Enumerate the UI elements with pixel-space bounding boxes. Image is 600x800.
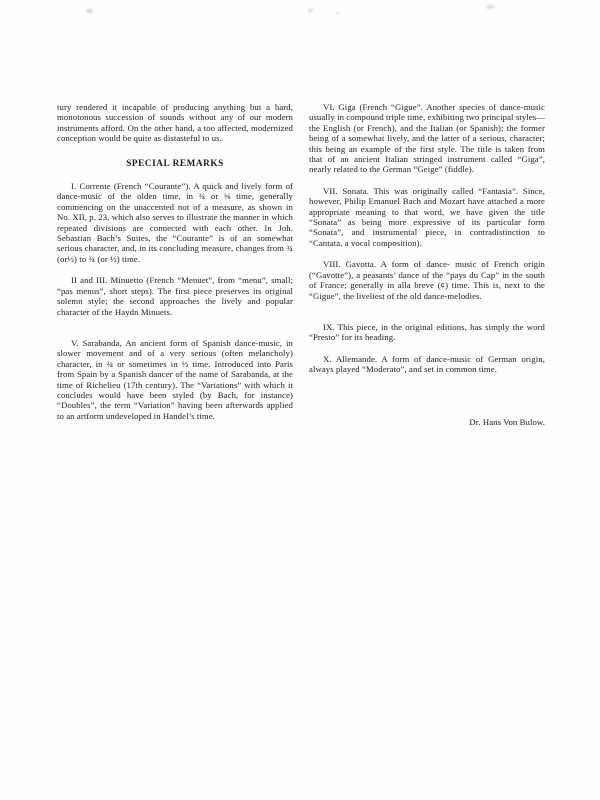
paragraph-gavotta: VIII. Gavotta. A form of dance- music of French origin (“Gavotte”), a peasants’ dance of the “pays du Cap” in the south of France; generally in alla breve (¢) time. This is, next to the “Gigue”, the liveliest of the old dance-melodies.: [309, 259, 545, 301]
scan-artifact: [308, 8, 313, 13]
signature: Dr. Hans Von Bulow.: [469, 416, 545, 427]
right-column: [309, 102, 545, 438]
paragraph-sonata: VII. Sonata. This was originally called “Fantasia”. Since, however, Philip Emanuel Bach and Mozart have attached a more appropriate meaning to that word, we have given the title “Sonata” as being more expressive of its particular form “Sonata”, and instrumental piece, in contradistinction to “Cantata, a vocal composition).: [309, 185, 545, 248]
paragraph-sarabanda: V. Sarabanda, An ancient form of Spanish dance-music, in slower movement and of a very serious (often melancholy) character, in ¾ or sometimes in ½ time. Introduced into Paris from Spain by a Spanish dancer of the name of Sarabanda, at the time of Richelieu (17th century). The “Variations” with which it concludes would have been styled (by Bach, for instance) “Doubles”, the term “Variation” having been afterwards applied to an artform undeveloped in Handel’s time.: [57, 337, 293, 421]
scan-artifact: [486, 5, 495, 9]
paragraph-minuetto: II and III. Minuetto (French “Menuet”, from “menu”, small; “pas menus”, short steps). The first piece preserves its original solemn style; the second approaches the lively and popular character of the Haydn Minuets.: [57, 275, 293, 317]
paragraph-giga: VI. Giga (French “Gigue”. Another species of dance-music usually in compound triple time, exhibiting two principal styles—the English (or French), and the Italian (or Spanish); the former being of a somewhat lively, and the latter of a serious, character; this being an example of the first style. The title is taken from that of an ancient Italian stringed instrument called “Giga”, nearly related to the German “Geige” (fiddle).: [309, 102, 545, 175]
scan-artifact: [336, 12, 340, 15]
left-column: [57, 102, 293, 438]
scan-artifact: [86, 9, 93, 13]
paragraph-continuation: tury rendered it incapable of producing anything but a hard, monotonous succession of sounds without any of our modern instruments afford. On the other hand, a too affected, modernized conception would be quite as distasteful to us.: [57, 102, 293, 144]
section-heading: SPECIAL REMARKS: [126, 157, 224, 168]
text-block: [57, 102, 545, 438]
paragraph-allemande: X. Allemande. A form of dance-music of German origin, always played “Moderato”, and set in common time.: [309, 353, 545, 375]
paragraph-ix: IX. This piece, in the original editions, has simply the word “Presto” for its heading.: [309, 321, 545, 343]
paragraph-corrente: I. Corrente (French “Courante”). A quick and lively form of dance-music of the olden time, in ¾ or ⅜ time, generally commencing on the unaccented not of a measure, as shown in No. XII, p. 23, which also serves to illustrate the manner in which repeated divisions are connected with each other. In Joh. Sebastian Bach’s Suites, the “Courante” is of an somewhat serious character, and, in its concluding measure, changes from ¾ (or½) to ¾ (or ½) time.: [57, 181, 293, 264]
